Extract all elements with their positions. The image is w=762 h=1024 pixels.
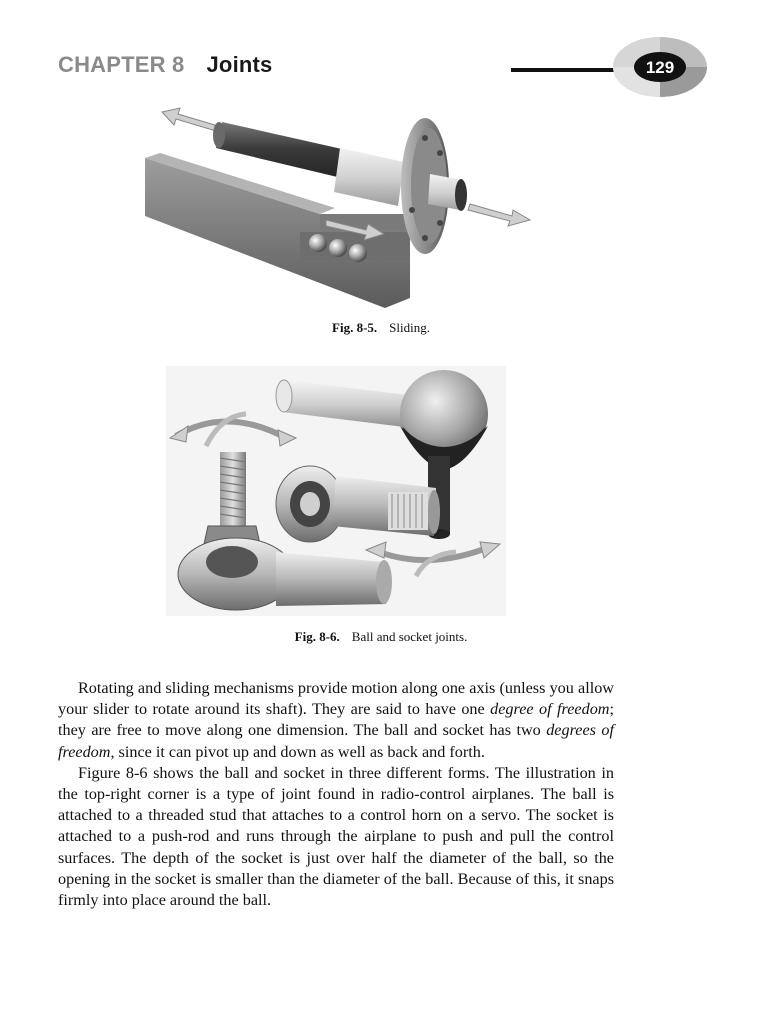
sliding-illustration (140, 98, 540, 308)
figure-8-5-caption (0, 320, 762, 336)
figure-8-6-caption (0, 629, 762, 645)
ball-socket-illustration (166, 366, 506, 616)
figure-caption-text: Sliding. (389, 320, 430, 335)
term-degrees-of-freedom: degrees of freedom (58, 721, 614, 761)
body-text (58, 678, 614, 911)
paragraph: Rotating and sliding mechanisms provide motion along one axis (unless you allow your slider to rotate around its shaft). They are said to have one degree of freedom; they are free to move along one dimension. The ball and socket has two degrees of freedom, since it can pivot up and down as well as back and forth. (58, 679, 614, 761)
chapter-label: CHAPTER 8 (58, 52, 185, 77)
paragraph: Figure 8-6 shows the ball and socket in three different forms. The illustration in the top-right corner is a type of joint found in radio-control airplanes. The ball is attached to a threaded stud that attaches to a control horn on a servo. The socket is attached to a push-rod and runs through the airplane to push and pull the control surfaces. The depth of the socket is just over half the diameter of the ball, so the opening in the socket is smaller than the diameter of the ball. Because of this, it snaps firmly into place around the ball. (58, 763, 614, 910)
term-degree-of-freedom: degree of freedom (490, 700, 610, 719)
chapter-title: Joints (206, 52, 273, 77)
running-header (58, 52, 273, 78)
figure-label: Fig. 8-5. (332, 320, 378, 335)
page-number: 129 (645, 58, 675, 77)
figure-label: Fig. 8-6. (294, 629, 340, 644)
figure-caption-text: Ball and socket joints. (351, 629, 468, 644)
